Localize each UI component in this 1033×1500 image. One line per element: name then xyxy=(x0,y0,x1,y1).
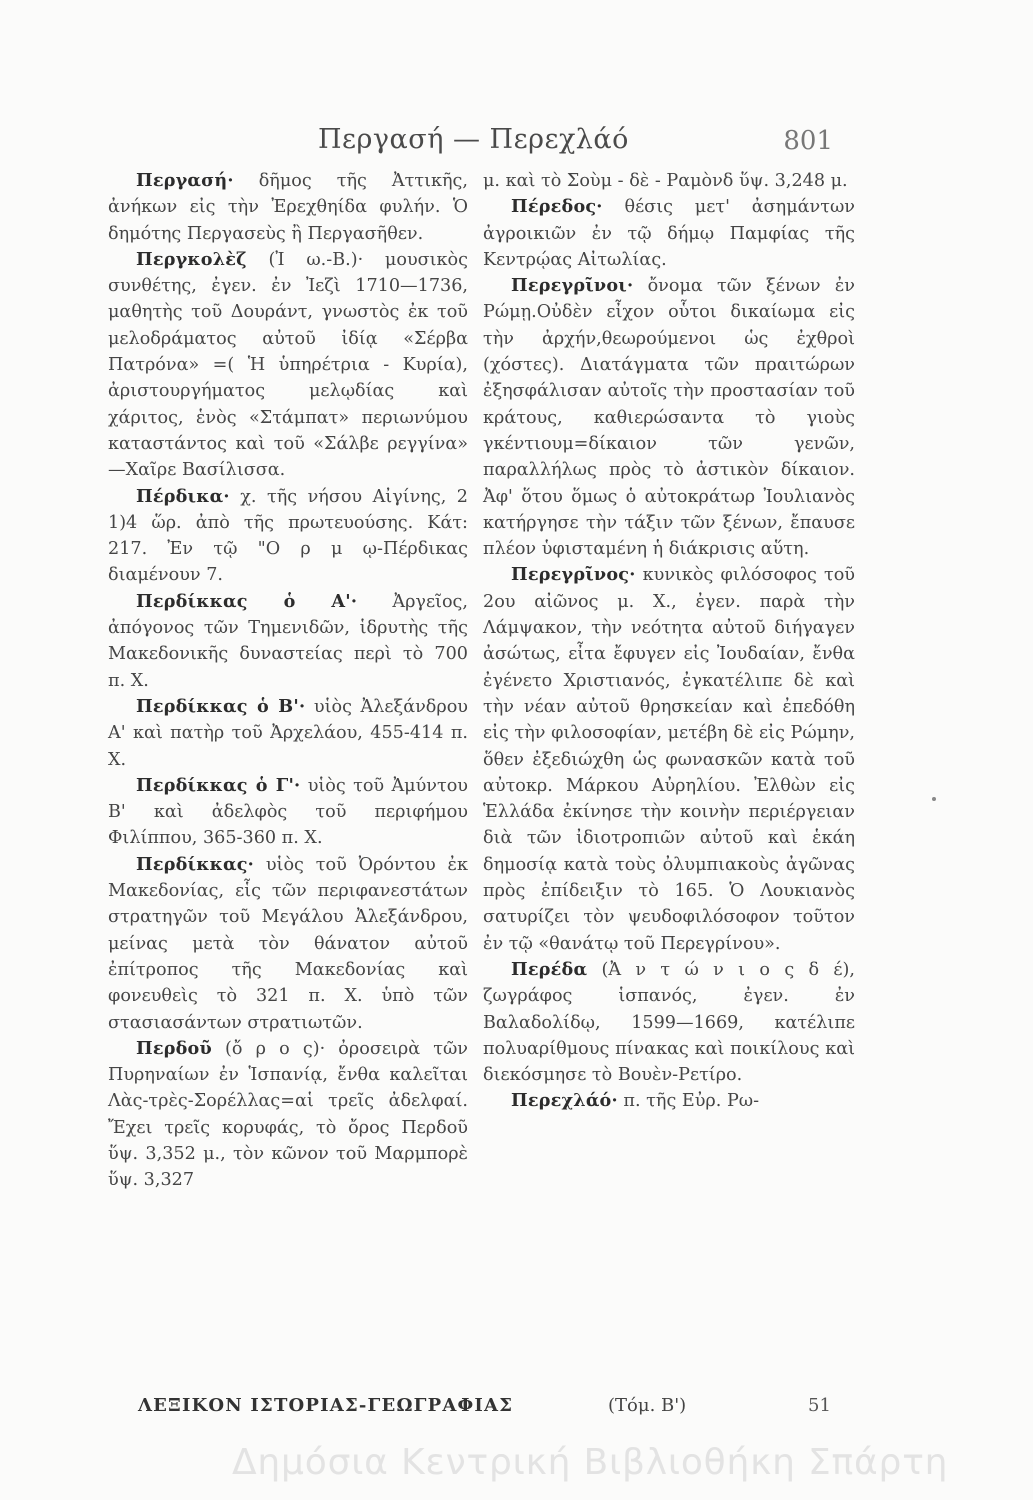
entry-text: Ἀργεῖος, ἀπόγονος τῶν Τημενιδῶν, ἱδρυτὴς τῆς Μακεδονικῆς δυναστείας περὶ τὸ 700 π. Χ. xyxy=(108,591,468,691)
dictionary-entry xyxy=(483,562,855,956)
footer-title: ΛΕΞΙΚΟΝ ΙΣΤΟΡΙΑΣ-ΓΕΩΓΡΑΦΙΑΣ xyxy=(138,1395,514,1416)
entry-headword: Περδίκκας ὁ Β'· xyxy=(136,695,306,717)
page-number: 801 xyxy=(783,126,833,156)
dictionary-entry xyxy=(108,694,468,773)
entry-headword: Περγκολὲζ xyxy=(136,248,247,270)
right-column xyxy=(483,168,855,1115)
entry-headword: Περεγρῖνοι· xyxy=(511,275,634,297)
entry-text: δῆμος τῆς Ἀττικῆς, ἀνήκων εἰς τὴν Ἐρεχθηίδα φυλήν. Ὁ δημότης Περγασεὺς ἢ Περγασῆθεν. xyxy=(108,171,468,244)
dictionary-entry xyxy=(483,1088,855,1114)
header-title: Περγασή — Περεχλάό xyxy=(318,124,629,155)
entry-text: (Ἀ ν τ ώ ν ι ο ς δ έ), ζωγράφος ἱσπανός, ἐγεν. ἐν Βαλαδολίδῳ, 1599—1669, κατέλιπε πολυαρίθμους πίνακας καὶ ποικίλους καὶ διεκόσμησε τὸ Βουὲν-Ρετίρο. xyxy=(483,959,855,1086)
dictionary-entry xyxy=(108,247,468,484)
entry-text: υἱὸς Ἀλεξάνδρου Α' καὶ πατὴρ τοῦ Ἀρχελάου, 455-414 π. Χ. xyxy=(108,696,468,770)
entry-text: χ. τῆς νήσου Αἰγίνης, 2 1)4 ὥρ. ἀπὸ τῆς πρωτευούσης. Κάτ: 217. Ἐν τῷ "Ο ρ μ ῳ-Πέρδικας διαμένουν 7. xyxy=(108,486,468,586)
entry-headword: Περεχλάό· xyxy=(511,1090,618,1112)
dictionary-entry xyxy=(108,484,468,589)
entry-headword: Περδίκκας ὁ Α'· xyxy=(136,590,358,612)
entry-text: υἱὸς τοῦ Ἀμύντου Β' καὶ ἀδελφὸς τοῦ περιφήμου Φιλίππου, 365-360 π. Χ. xyxy=(108,775,469,849)
dictionary-entry xyxy=(108,1036,468,1194)
entry-headword: Πέρεδος· xyxy=(511,196,603,218)
entry-text: κυνικὸς φιλόσοφος τοῦ 2ου αἰῶνος μ. Χ., ἐγεν. παρὰ τὴν Λάμψακον, τὴν νεότητα αὐτοῦ διήγαγεν ἀσώτως, εἶτα ἔφυγεν εἰς Ἰουδαίαν, ἔνθα ἐγένετο Χριστιανός, ἐγκατέλιπε δὲ καὶ τὴν νέαν αὐτοῦ θρησκείαν καὶ ἐπεδόθη εἰς τὴν φιλοσοφίαν, μετέβη δὲ εἰς Ρώμην, ὅθεν ἐξεδιώχθη ὡς φωνασκῶν κατὰ τοῦ αὐτοκρ. Μάρκου Αὐρηλίου. Ἐλθὼν εἰς Ἑλλάδα ἐκίνησε τὴν κοινὴν περιέργειαν διὰ τῶν ἰδιοτροπιῶν αὐτοῦ καὶ ἑκάη δημοσίᾳ κατὰ τοὺς ὀλυμπιακοὺς ἀγῶνας πρὸς ἐπίδειξιν τὸ 165. Ὁ Λουκιανὸς σατυρίζει τὸν ψευδοφιλόσοφον τοῦτον ἐν τῷ «θανάτῳ τοῦ Περεγρίνου». xyxy=(483,565,855,954)
dictionary-entry xyxy=(483,194,855,273)
entry-headword: Περδίκκας· xyxy=(136,853,255,875)
entry-text: ὄνομα τῶν ξένων ἐν Ρώμῃ.Οὐδὲν εἶχον οὗτοι δικαίωμα εἰς τὴν ἀρχήν,θεωρούμενοι ὡς ἐχθροὶ (χόστες). Διατάγματα τῶν πραιτώρων ἐξησφάλισαν αὐτοῖς τὴν προστασίαν τοῦ κράτους, καθιερώσαντα τὸ γιοὺς γκέντιουμ=δίκαιον τῶν γενῶν, παραλλήλως πρὸς τὸ ἀστικὸν δίκαιον. Ἀφ' ὅτου ὅμως ὁ αὐτοκράτωρ Ἰουλιανὸς κατήργησε τὴν τάξιν τῶν ξένων, ἔπαυσε πλέον ὑφισταμένη ἡ διάκρισις αὕτη. xyxy=(483,276,855,560)
entry-text: μ. καὶ τὸ Σοὺμ - δὲ - Ραμὸνδ ὕψ. 3,248 μ. xyxy=(483,171,848,191)
dictionary-entry xyxy=(483,957,855,1088)
left-column xyxy=(108,168,468,1194)
entry-headword: Περδίκκας ὁ Γ'· xyxy=(136,774,301,796)
footer-signature: 51 xyxy=(808,1395,831,1416)
footer-volume: (Τόμ. Β') xyxy=(608,1395,687,1416)
entry-text: (ὄ ρ ο ς)· ὀροσειρὰ τῶν Πυρηναίων ἐν Ἱσπανίᾳ, ἔνθα καλεῖται Λὰς-τρὲς-Σορέλλας=αἱ τρεῖς ἀδελφαί. Ἔχει τρεῖς κορυφάς, τὸ ὄρος Περδοῦ ὕψ. 3,352 μ., τὸν κῶνον τοῦ Μαρμπορὲ ὕψ. 3,327 xyxy=(108,1038,468,1191)
entry-text: (Ἰ ω.-Β.)· μουσικὸς συνθέτης, ἐγεν. ἐν Ἰεζὶ 1710—1736, μαθητὴς τοῦ Δουράντ, γνωστὸς ἐκ τοῦ μελοδράματος αὐτοῦ ἰδίᾳ «Σέρβα Πατρόνα» =( Ἡ ὑπηρέτρια - Κυρία), ἀριστουργήματος μελῳδίας καὶ χάριτος, ἑνὸς «Στάμπατ» περιωνύμου καταστάντος καὶ τοῦ «Σάλβε ρεγγίνα» —Χαῖρε Βασίλισσα. xyxy=(108,249,468,481)
entry-headword: Περεγρῖνος· xyxy=(511,564,636,586)
dictionary-entry xyxy=(108,773,468,852)
entry-headword: Περδοῦ xyxy=(136,1037,212,1059)
entry-text: θέσις μετ' ἀσημάντων ἀγροικιῶν ἐν τῷ δήμῳ Παμφίας τῆς Κεντρῴας Αἰτωλίας. xyxy=(483,197,855,270)
running-header xyxy=(0,124,1033,164)
speck-mark xyxy=(932,797,936,801)
entry-text: υἱὸς τοῦ Ὀρόντου ἐκ Μακεδονίας, εἷς τῶν περιφανεστάτων στρατηγῶν τοῦ Μεγάλου Ἀλεξάνδρου, μείνας μετὰ τὸν θάνατον αὐτοῦ ἐπίτροπος τῆς Μακεδονίας καὶ φονευθεὶς τὸ 321 π. Χ. ὑπὸ τῶν στασιασάντων στρατιωτῶν. xyxy=(108,854,468,1033)
entry-headword: Περγασή· xyxy=(136,170,234,191)
dictionary-entry xyxy=(108,589,468,694)
dictionary-entry xyxy=(483,273,855,562)
library-watermark xyxy=(0,1440,1033,1490)
watermark-text: Δημόσια Κεντρική Βιβλιοθήκη Σπάρτη xyxy=(232,1442,949,1483)
dictionary-entry xyxy=(483,168,855,194)
entry-text: π. τῆς Εὐρ. Ρω- xyxy=(617,1091,760,1112)
dictionary-entry xyxy=(108,168,468,247)
entry-headword: Περέδα xyxy=(511,958,588,980)
entry-headword: Πέρδικα· xyxy=(136,485,230,507)
page-footer xyxy=(0,1395,1033,1423)
dictionary-entry xyxy=(108,852,468,1036)
